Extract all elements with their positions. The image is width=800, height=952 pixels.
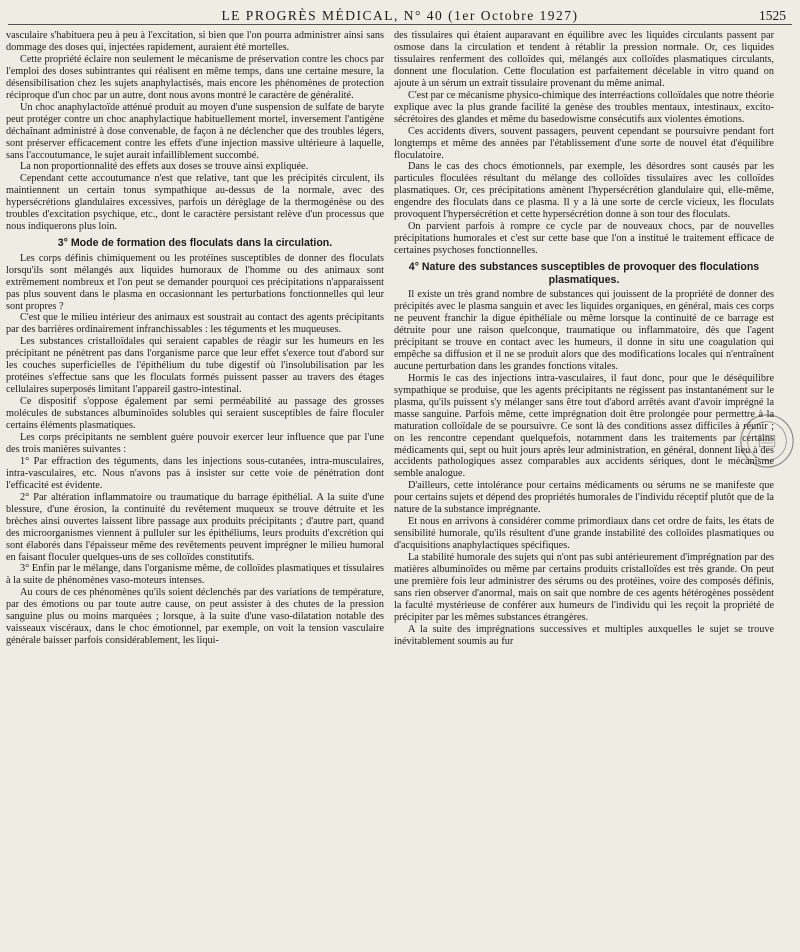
paragraph: 2° Par altération inflammatoire ou traumatique du barrage épithélial. A la suite d'une blessure, d'une érosion, la continuité du revêtement muqueux se trouve détruite et les brèches ainsi ouvertes laissent libre passage aux produits précipitants ; d'autre part, quand des microorganismes viennent à pulluler sur les épithéliums, leurs produits d'excrétion qui sont élaborés dans l'épaisseur même des revêtements peuvent imprégner le milieu humoral en faisant floculer quelques-uns de ses colloïdes constitutifs.	[6, 491, 384, 563]
running-header	[0, 6, 800, 26]
paragraph: Ces accidents divers, souvent passagers, peuvent cependant se poursuivre pendant fort longtemps et même des années par l'établissement d'une sorte de nouvel état d'équilibre floculatoire.	[394, 125, 774, 161]
journal-title: LE PROGRÈS MÉDICAL, N° 40 (1er Octobre 1927)	[221, 8, 579, 23]
paragraph: A la suite des imprégnations successives et multiples auxquelles le sujet se trouve inévitablement soumis au fur	[394, 623, 774, 647]
section-heading-3: 3° Mode de formation des floculats dans la circulation.	[57, 237, 333, 250]
paragraph: Ce dispositif s'oppose également par semi perméabilité au passage des grosses molécules de substances albuminoïdes solubles qui seraient susceptibles de faire floculer certains éléments plasmatiques.	[6, 396, 384, 432]
paragraph: Au cours de ces phénomènes qu'ils soient déclenchés par des variations de température, par des émotions ou par toute autre cause, on peut assister à des chutes de la pression sanguine plus ou moins marquées ; lorsque, à la suite d'une vaso-dilatation notable des vaisseaux viscéraux, dans le choc émotionnel, par exemple, on voit la tension vasculaire générale baisser parfois considérablement, les liqui-	[6, 587, 384, 647]
paragraph: 1° Par effraction des téguments, dans les injections sous-cutanées, intra-musculaires, intra-vasculaires, etc. Nous n'avons pas à insister sur cette voie de pénétration dont l'efficacité est évidente.	[6, 455, 384, 491]
paragraph: des tissulaires qui étaient auparavant en équilibre avec les liquides circulants passent par osmose dans la circulation et tendent à rétablir la pression normale. Or, ces liquides tissulaires renferment des colloïdes qui, mélangés aux colloïdes plasmatiques circulants, donnent une floculation. Cette floculation est parfaitement décelable in vitro quand on ajoute à un sérum un extrait tissulaire provenant du même animal.	[394, 30, 774, 89]
right-column	[394, 30, 774, 948]
paragraph: Cependant cette accoutumance n'est que relative, tant que les précipités circulent, ils maintiennent un certain tonus sympathique au-dessus de la normale, avec des hypersécrétions glandulaires excessives, parfois un dérèglage de la thermogénèse ou des troubles d'excitation psychique, etc., dont le caractère persistant relève d'un processus que nous indiquerons plus loin.	[6, 173, 384, 233]
paragraph: Dans le cas des chocs émotionnels, par exemple, les désordres sont causés par les particules floculées résultant du mélange des colloïdes tissulaires avec les colloïdes plasmatiques. Or, ces précipitations amènent l'hypersécrétion glandulaire qui, elle-même, engendre des floculats dans ce plasma. Il y a là une sorte de cercle vicieux, les floculats provoquent l'hypersécrétion et cette hypersécrétion donne à son tour des floculats.	[394, 161, 774, 221]
paragraph: Il existe un très grand nombre de substances qui jouissent de la propriété de donner des précipités avec le plasma sanguin et avec les liquides organiques, en général, mais ces corps ne peuvent franchir la digue épithéliale ou même lorsque la continuité de ce barrage est détruite pour une raison quelconque, traumatique ou inflammatoire, dès que l'agent précipitant se trouve en contact avec les humeurs, il donne in situ une coagulation qui empêche sa diffusion et il ne se produit alors que des modifications locales qui n'entraînent aucune perturbation dans les grandes fonctions vitales.	[394, 289, 774, 372]
paragraph: C'est que le milieu intérieur des animaux est soustrait au contact des agents précipitants par des barrières ordinairement infranchissables : les téguments et les muqueuses.	[6, 312, 384, 336]
paragraph: 3° Enfin par le mélange, dans l'organisme même, de colloïdes plasmatiques et tissulaires à la suite de phénomènes vaso-moteurs intenses.	[6, 563, 384, 587]
paragraph: La non proportionnalité des effets aux doses se trouve ainsi expliquée.	[20, 161, 309, 173]
paragraph: On parvient parfois à rompre ce cycle par de nouveaux chocs, par de nouvelles précipitations humorales et c'est sur cette base que l'on a institué le traitement efficace de certaines psychoses fonctionnelles.	[394, 221, 774, 257]
paragraph: La stabilité humorale des sujets qui n'ont pas subi antérieurement d'imprégnation par des matières albuminoïdes ou même par certains produits cristalloïdes est très grande. On peut une première fois leur administrer des sérums ou des protéines, voire des composés définis, sans rien observer d'anormal, mais on sait que nombre de ces agents hétérogènes possèdent la faculté mystérieuse de conférer aux humeurs de l'individu qui les reçoit la propriété de précipiter par les mêmes substances étrangères.	[394, 552, 774, 623]
left-column	[6, 30, 384, 948]
library-stamp	[738, 412, 796, 470]
paragraph: D'ailleurs, cette intolérance pour certains médicaments ou sérums ne se manifeste que pour certains sujets et dépend des propriétés humorales de l'individu réceptif plutôt que de la nature de la substance imprégnante.	[394, 480, 774, 516]
paragraph: C'est par ce mécanisme physico-chimique des interréactions colloïdales que notre théorie explique avec la plus grande facilité la genèse des troubles mentaux, intestinaux, excito-sécrétoires des glandes et même du basedowisme consécutifs aux violentes émotions.	[394, 89, 774, 125]
paragraph: Cette propriété éclaire non seulement le mécanisme de préservation contre les chocs par l'emploi des doses subintrantes qui réalisent en même temps, dans une certaine mesure, la désensibilisation chez les sujets anaphylactisés, mais encore les phénomènes de protection réciproque d'un choc par un autre, dont nous avons montré le caractère de généralité.	[6, 53, 384, 101]
paragraph: Un choc anaphylactoïde atténué produit au moyen d'une suspension de sulfate de baryte peut protéger contre un choc anaphylactique habituellement mortel, inversement l'antigène déchaînant administré à dose convenable, de façon à ne déclencher que des troubles légers, sont préserver efficacement contre les effets d'une injection massive ultérieure à laquelle, sans l'accoutumance, le sujet aurait infailliblement succombé.	[6, 101, 384, 161]
section-heading-4: 4° Nature des substances susceptibles de provoquer des floculations plasmatiques.	[408, 261, 760, 286]
paragraph: Et nous en arrivons à considérer comme primordiaux dans cet ordre de faits, les états de sensibilité humorale, qu'ils résultent d'une grande instabilité des colloïdes plasmatiques ou d'acquisitions anaphylactiques spécifiques.	[394, 516, 774, 552]
paragraph: Les corps précipitants ne semblent guère pouvoir exercer leur influence que par l'une des trois manières suivantes :	[6, 432, 384, 455]
page-number: 1525	[759, 8, 786, 23]
paragraph: Hormis le cas des injections intra-vasculaires, il faut donc, pour que le déséquilibre sympathique se produise, que les agents précipitants ne régissent pas instantanément sur le plasma, qu'ils puissent s'y mélanger sans être tout d'abord arrêtés avant d'avoir imprégné la masse sanguine. Parfois même, cette imprégnation doit être prolongée pour permettre à la maturation colloïdale de se poursuivre. Ce sont là des conditions assez difficiles à réunir ; on les rencontre cependant quelquefois, notamment dans les traitements par certains médicaments qui, sept ou huit jours après leur administration, en général, donnent lieu à des accidents pathologiques assez comparables aux accidents sériques, dont le mécanisme semble analogue.	[394, 372, 774, 480]
paragraph: Les corps définis chimiquement ou les protéines susceptibles de donner des floculats lorsqu'ils sont mélangés aux liquides humoraux de l'homme ou des animaux sont extrêmement nombreux et l'on peut se demander pourquoi ces précipitations n'apparaissent pas plus souvent dans le plasma en occasionnant les perturbations fonctionnelles qui leur sont propres ?	[6, 252, 384, 312]
paragraph: vasculaire s'habituera peu à peu à l'excitation, si bien que l'on pourra administrer ainsi sans dommage des doses qui, injectées rapidement, auraient été mortelles.	[6, 30, 384, 53]
header-rule	[8, 24, 792, 25]
paragraph: Les substances cristalloïdales qui seraient capables de réagir sur les humeurs en les précipitant ne pénètrent pas dans l'organisme parce que leur effet s'exerce tout d'abord sur les couches superficielles de l'épithélium du tube digestif où l'insolubilisation par les protéines s'effectue sans que les floculats formés puissent passer au travers des étages cellulaires superposés limitant l'appareil gastro-intestinal.	[6, 336, 384, 396]
